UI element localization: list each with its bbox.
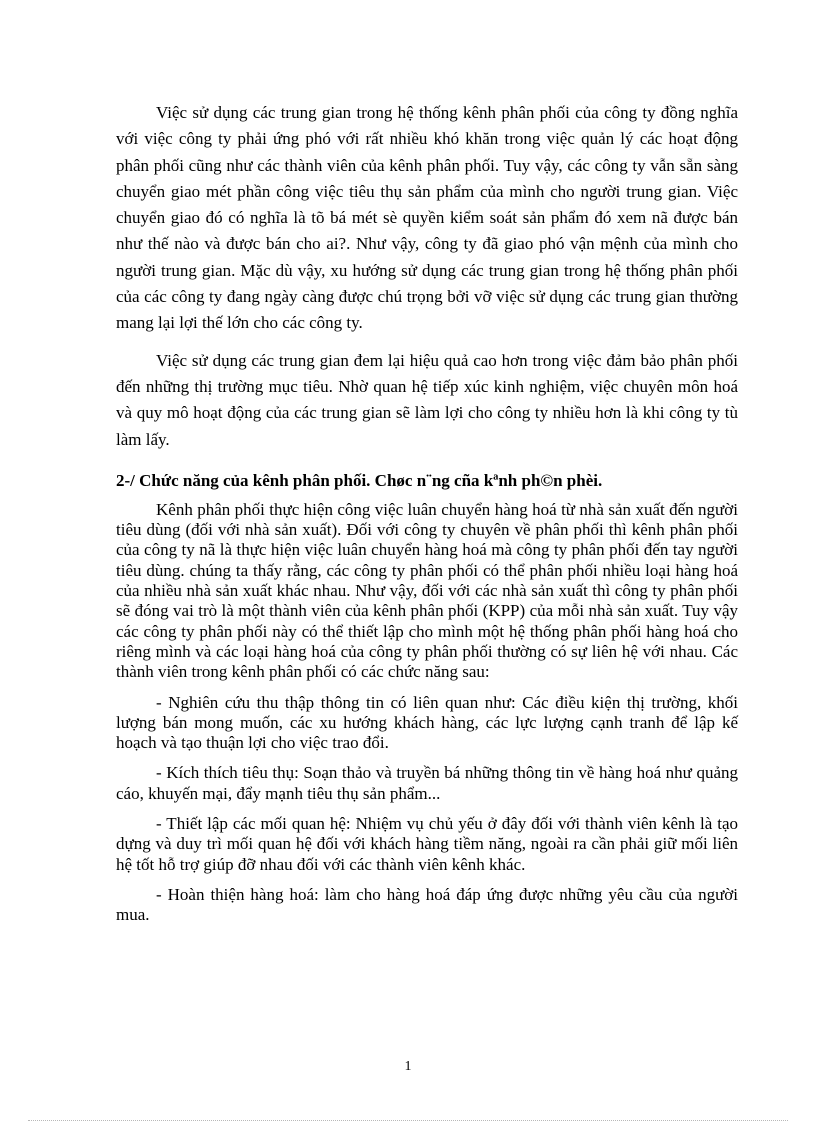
list-item-relationships: - Thiết lập các mối quan hệ: Nhiệm vụ chủ yếu ở đây đối với thành viên kênh là tạo dựng và duy trì mối quan hệ đối với khách hàng tiềm năng, ngoài ra cần phải giữ mối liên hệ tốt hỗ trợ giúp đỡ nhau đối với các thành viên kênh khác. — [116, 814, 738, 874]
section-heading: 2-/ Chức năng của kênh phân phối. Chøc n¨ng cña kªnh ph©n phèi. — [116, 470, 603, 490]
page-number: 1 — [404, 1059, 412, 1074]
list-item-product-completion: - Hoàn thiện hàng hoá: làm cho hàng hoá đáp ứng được những yêu cầu của người mua. — [116, 884, 738, 925]
paragraph-channel-function: Kênh phân phối thực hiện công việc luân chuyển hàng hoá từ nhà sản xuất đến người tiêu dùng (đối với nhà sản xuất). Đối với công ty chuyên về phân phối thì kênh phân phối của công ty nã là thực hiện việc luân chuyển hàng hoá mà công ty phân phối đến tay người tiêu dùng. chúng ta thấy rằng, các công ty phân phối có thể phân phối nhiều loại hàng hoá của nhiều nhà sản xuất khác nhau. Như vậy, đối với các nhà sản xuất thì công ty phân phối sẽ đóng vai trò là một thành viên của kênh phân phối (KPP) của mỗi nhà sản xuất. Tuy vậy các công ty phân phối này có thể thiết lập cho mình một hệ thống phân phối hàng hoá cho riêng mình và các loại hàng hoá của công ty phân phối thường có sự liên hệ với nhau. Các thành viên trong kênh phân phối có các chức năng sau: — [116, 499, 738, 682]
document-body — [116, 100, 738, 936]
page-bottom-rule — [28, 1120, 788, 1121]
paragraph-intermediaries-challenges: Việc sử dụng các trung gian trong hệ thống kênh phân phối của công ty đồng nghĩa với việc công ty phải ứng phó với rất nhiều khó khăn trong việc quản lý các hoạt động phân phối cũng như các thành viên của kênh phân phối. Tuy vậy, các công ty vẫn sẵn sàng chuyển giao mét phần công việc tiêu thụ sản phẩm của mình cho người trung gian. Việc chuyển giao đó có nghĩa là tõ bá mét sè quyền kiểm soát sản phẩm đó xem nã được bán như thế nào và được bán cho ai?. Như vậy, công ty đã giao phó vận mệnh của mình cho người trung gian. Mặc dù vậy, xu hướng sử dụng các trung gian trong hệ thống phân phối của các công ty đang ngày càng được chú trọng bởi vỡ việc sử dụng các trung gian thường mang lại lợi thế lớn cho các công ty. — [116, 103, 738, 333]
paragraph-intermediaries-efficiency: Việc sử dụng các trung gian đem lại hiệu quả cao hơn trong việc đảm bảo phân phối đến những thị trường mục tiêu. Nhờ quan hệ tiếp xúc kinh nghiệm, việc chuyên môn hoá và quy mô hoạt động của các trung gian sẽ làm lợi cho công ty nhiều hơn là khi công ty tù làm lấy. — [116, 350, 738, 449]
list-item-research: - Nghiên cứu thu thập thông tin có liên quan như: Các điều kiện thị trường, khối lượng bán mong muốn, các xu hướng khách hàng, các lực lượng cạnh tranh để lập kế hoạch và tạo thuận lợi cho việc trao đổi. — [116, 692, 738, 753]
list-item-promotion: - Kích thích tiêu thụ: Soạn thảo và truyền bá những thông tin về hàng hoá như quảng cáo, khuyến mại, đẩy mạnh tiêu thụ sản phẩm... — [116, 763, 738, 803]
